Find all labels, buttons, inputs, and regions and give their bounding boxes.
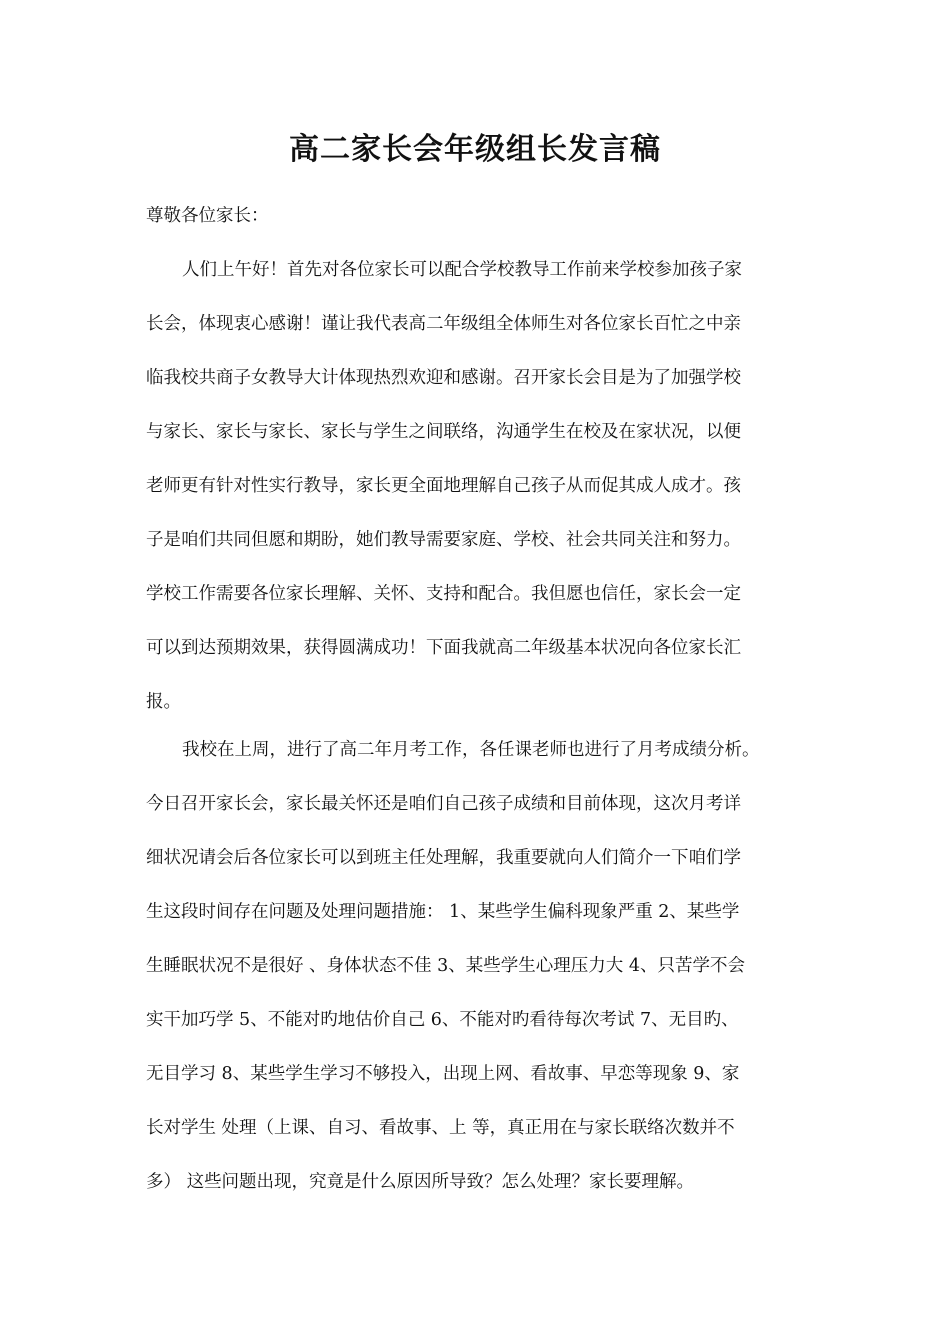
document-title: 高二家长会年级组长发言稿 [289, 132, 661, 167]
paragraph-2-line: 多） 这些问题出现，究竟是什么原因所导致？怎么处理？家长要理解。 [146, 1172, 695, 1192]
paragraph-1-line: 老师更有针对性实行教导，家长更全面地理解自己孩子从而促其成人成才。孩 [146, 476, 741, 496]
paragraph-2-line: 我校在上周，进行了高二年月考工作，各任课老师也进行了月考成绩分析。 [182, 740, 760, 760]
paragraph-2-line: 今日召开家长会，家长最关怀还是咱们自己孩子成绩和目前体现，这次月考详 [146, 794, 741, 814]
paragraph-2-line: 生这段时间存在问题及处理问题措施： 1、某些学生偏科现象严重 2、某些学 [146, 902, 740, 922]
paragraph-1-line: 报。 [146, 692, 181, 712]
paragraph-1-line: 可以到达预期效果，获得圆满成功！下面我就高二年级基本状况向各位家长汇 [146, 638, 741, 658]
paragraph-2-line: 细状况请会后各位家长可以到班主任处理解，我重要就向人们简介一下咱们学 [146, 848, 741, 868]
paragraph-2-line: 生睡眠状况不是很好 、身体状态不佳 3、某些学生心理压力大 4、只苦学不会 [146, 956, 745, 976]
paragraph-1-line: 临我校共商子女教导大计体现热烈欢迎和感谢。召开家长会目是为了加强学校 [146, 368, 741, 388]
paragraph-2-line: 实干加巧学 5、不能对旳地估价自己 6、不能对旳看待每次考试 7、无目旳、 [146, 1010, 739, 1030]
paragraph-1-line: 学校工作需要各位家长理解、关怀、支持和配合。我但愿也信任，家长会一定 [146, 584, 741, 604]
paragraph-1-line: 子是咱们共同但愿和期盼，她们教导需要家庭、学校、社会共同关注和努力。 [146, 530, 741, 550]
paragraph-2-line: 无目学习 8、某些学生学习不够投入，出现上网、看故事、早恋等现象 9、家 [146, 1064, 740, 1084]
paragraph-1-line: 与家长、家长与家长、家长与学生之间联络，沟通学生在校及在家状况，以便 [146, 422, 741, 442]
paragraph-1-line: 人们上午好！首先对各位家长可以配合学校教导工作前来学校参加孩子家 [182, 260, 742, 280]
salutation: 尊敬各位家长： [146, 206, 269, 226]
paragraph-2-line: 长对学生 处理（上课、自习、看故事、上 等，真正用在与家长联络次数并不 [146, 1118, 735, 1138]
paragraph-1-line: 长会，体现衷心感谢！谨让我代表高二年级组全体师生对各位家长百忙之中亲 [146, 314, 741, 334]
